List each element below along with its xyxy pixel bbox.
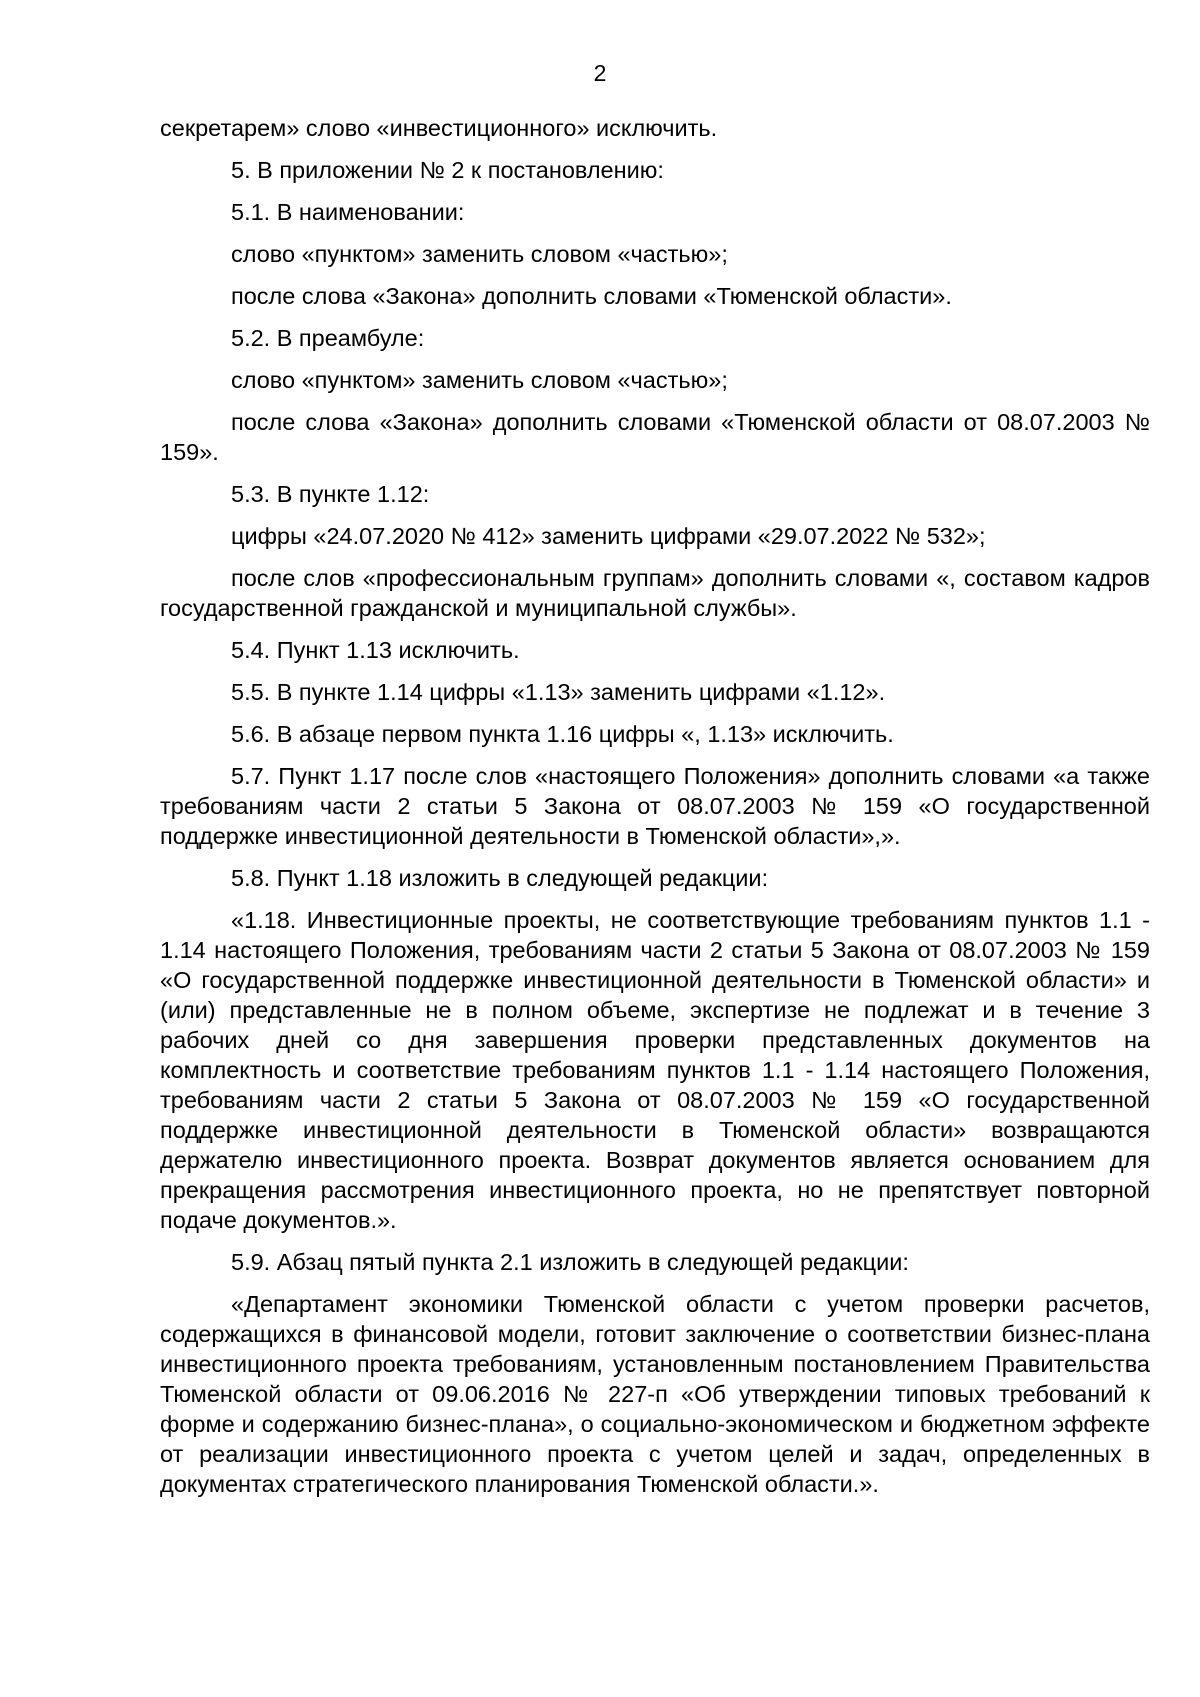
document-body [160, 113, 1150, 1511]
paragraph-5-3-change-1: цифры «24.07.2020 № 412» заменить цифрами «29.07.2022 № 532»; [231, 523, 986, 549]
paragraph-item-5-9: 5.9. Абзац пятый пункта 2.1 изложить в следующей редакции: [231, 1249, 909, 1275]
paragraph-item-5-5: 5.5. В пункте 1.14 цифры «1.13» заменить цифрами «1.12». [231, 679, 886, 705]
paragraph-item-5-1: 5.1. В наименовании: [231, 199, 465, 225]
paragraph-5-1-change-1: слово «пунктом» заменить словом «частью»; [231, 241, 728, 267]
paragraph-continuation: секретарем» слово «инвестиционного» исключить. [160, 115, 718, 141]
paragraph-item-5: 5. В приложении № 2 к постановлению: [231, 157, 664, 183]
paragraph-item-5-7: 5.7. Пункт 1.17 после слов «настоящего Положения» дополнить словами «а также требованиям части 2 статьи 5 Закона от 08.07.2003 № 159 «О государственной поддержке инвестиционной деятельности в Тюменской области»,». [160, 763, 1150, 849]
paragraph-item-5-2: 5.2. В преамбуле: [231, 325, 425, 351]
paragraph-5-9-new-text: «Департамент экономики Тюменской области с учетом проверки расчетов, содержащихся в финансовой модели, готовит заключение о соответствии бизнес-плана инвестиционного проекта требованиям, установленным постановлением Правительства Тюменской области от 09.06.2016 № 227-п «Об утверждении типовых требований к форме и содержанию бизнес-плана», о социально-экономическом и бюджетном эффекте от реализации инвестиционного проекта с учетом целей и задач, определенных в документах стратегического планирования Тюменской области.». [160, 1291, 1150, 1497]
paragraph-5-8-new-text: «1.18. Инвестиционные проекты, не соответствующие требованиям пунктов 1.1 - 1.14 настоящего Положения, требованиям части 2 статьи 5 Закона от 08.07.2003 № 159 «О государственной поддержке инвестиционной деятельности в Тюменской области» и (или) представленные не в полном объеме, экспертизе не подлежат и в течение 3 рабочих дней со дня завершения проверки представленных документов на комплектность и соответствие требованиям пунктов 1.1 - 1.14 настоящего Положения, требованиям части 2 статьи 5 Закона от 08.07.2003 № 159 «О государственной поддержке инвестиционной деятельности в Тюменской области» возвращаются держателю инвестиционного проекта. Возврат документов является основанием для прекращения рассмотрения инвестиционного проекта, но не препятствует повторной подаче документов.». [160, 907, 1150, 1233]
paragraph-5-2-change-1: слово «пунктом» заменить словом «частью»; [231, 367, 728, 393]
paragraph-item-5-4: 5.4. Пункт 1.13 исключить. [231, 637, 520, 663]
paragraph-5-2-change-2: после слова «Закона» дополнить словами «Тюменской области от 08.07.2003 № 159». [160, 409, 1150, 465]
paragraph-5-3-change-2: после слов «профессиональным группам» дополнить словами «, составом кадров государственной гражданской и муниципальной службы». [160, 565, 1150, 621]
paragraph-item-5-8: 5.8. Пункт 1.18 изложить в следующей редакции: [231, 865, 769, 891]
paragraph-item-5-6: 5.6. В абзаце первом пункта 1.16 цифры «, 1.13» исключить. [231, 721, 894, 747]
paragraph-5-1-change-2: после слова «Закона» дополнить словами «Тюменской области». [231, 283, 952, 309]
paragraph-item-5-3: 5.3. В пункте 1.12: [231, 481, 430, 507]
page-number: 2 [593, 60, 607, 86]
